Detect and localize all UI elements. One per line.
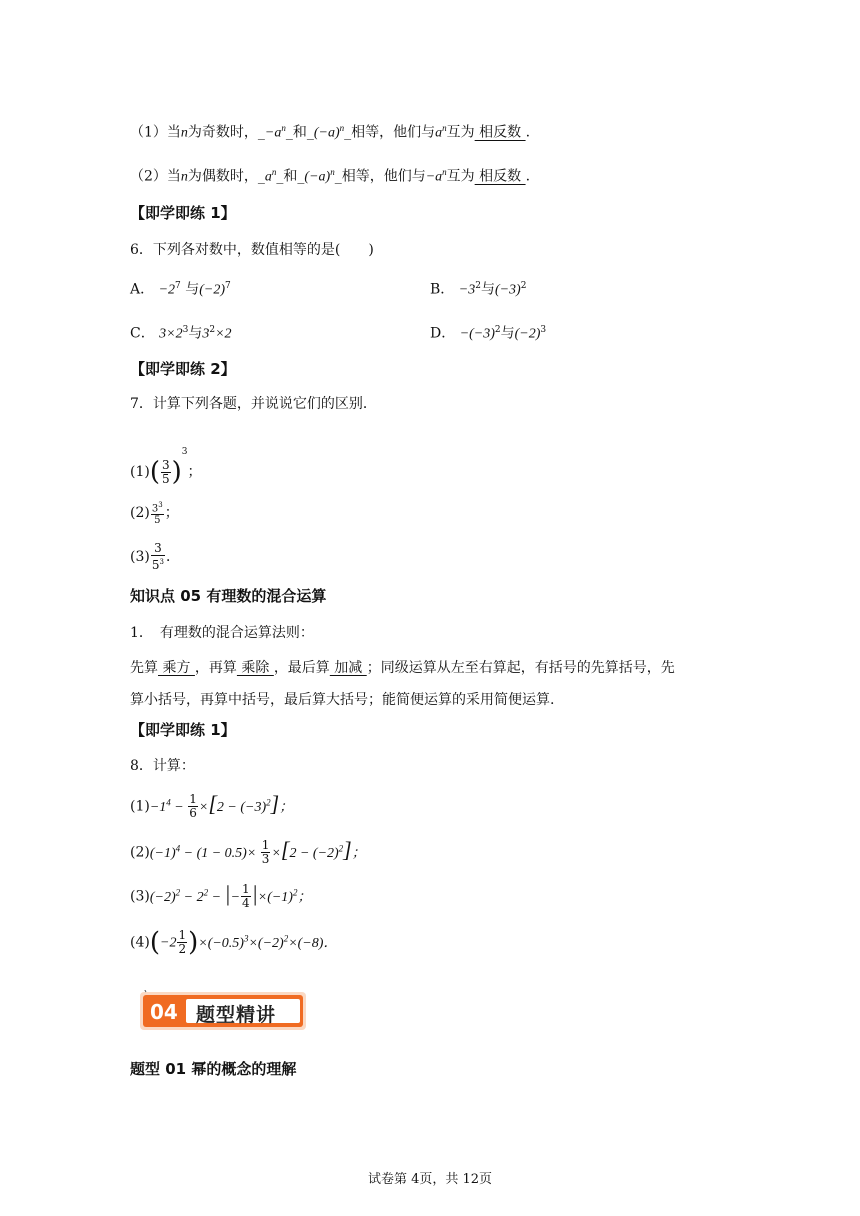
question-8-part-2 xyxy=(130,826,366,876)
denominator: 6 xyxy=(189,806,197,821)
option-label: B． xyxy=(430,281,455,298)
rule-text: （1）当 xyxy=(130,124,181,141)
part-label: (1) xyxy=(130,798,150,815)
rule-text: 互为 xyxy=(446,124,475,141)
exponent: 3 xyxy=(182,325,189,335)
math-expr: 3×2 xyxy=(159,326,183,342)
badge-number: 04 xyxy=(150,1000,178,1024)
question-7-part-2 xyxy=(130,493,179,533)
math-expr: $-1^4$ − xyxy=(149,797,188,815)
section-heading: 【即学即练 1】 xyxy=(130,204,236,222)
question-8-part-1 xyxy=(130,780,293,830)
numerator: 1 xyxy=(189,792,197,807)
exponent: n xyxy=(271,167,277,177)
rule-text: （2）当 xyxy=(130,168,181,185)
part-label: (2) xyxy=(130,505,150,521)
math-expr: (−2) xyxy=(514,326,541,342)
math-expr: (−3) xyxy=(494,282,521,298)
badge-title: 题型精讲 xyxy=(196,1004,277,1026)
part-end: ． xyxy=(165,549,180,565)
section-badge xyxy=(140,990,306,1032)
numerator xyxy=(151,500,164,515)
math-expr: ×2 xyxy=(215,326,232,342)
numerator: 3 xyxy=(151,542,165,556)
option-b[interactable] xyxy=(430,276,526,301)
exponent: n xyxy=(281,123,286,133)
exponent: 2 xyxy=(475,281,481,291)
exponent: 2 xyxy=(209,325,216,335)
math-expr: 3 xyxy=(202,326,210,342)
exponent: 3 xyxy=(158,500,163,509)
fraction xyxy=(151,500,164,526)
exponent: 2 xyxy=(520,281,527,291)
math-expr: −(−3) xyxy=(459,326,495,342)
answer-blank: 乘除 xyxy=(236,660,274,676)
option-label: D． xyxy=(430,325,456,342)
var-n: n xyxy=(180,125,188,141)
question-type-heading: 题型 01 幂的概念的理解 xyxy=(130,1060,297,1078)
math-expr: (−a) xyxy=(313,125,340,141)
exponent: n xyxy=(442,167,447,177)
denominator-base: 5 xyxy=(151,558,160,572)
exponent: 7 xyxy=(175,281,181,291)
option-a[interactable] xyxy=(130,276,231,301)
question-7-stem: 7．计算下列各题，并说说它们的区别． xyxy=(130,396,377,412)
part-label: (3) xyxy=(130,549,150,565)
option-c[interactable] xyxy=(130,320,232,345)
kp05-rule-line-2: 算小括号，再算中括号，最后算大括号；能简便运算的采用简便运算. xyxy=(130,692,555,708)
exponent: 3 xyxy=(540,325,547,335)
section-heading: 【即学即练 1】 xyxy=(130,721,236,739)
option-connector: 与 xyxy=(185,281,200,298)
part-label: (4) xyxy=(130,934,150,951)
fraction xyxy=(241,883,251,910)
fraction xyxy=(161,459,171,486)
exponent: n xyxy=(330,167,335,177)
option-label: A． xyxy=(130,281,155,298)
math-expr: (−2) xyxy=(199,282,225,298)
rule-text: _和_ xyxy=(285,124,314,141)
math-expr: −2 xyxy=(160,935,177,951)
var-a: a xyxy=(435,125,443,141)
option-connector: 与 xyxy=(500,325,515,342)
rule-text: 互为 xyxy=(446,168,475,185)
numerator: 1 xyxy=(178,928,187,943)
math-expr: $(-2)^2 - 2^2$ − |− xyxy=(149,880,241,906)
denominator: 4 xyxy=(242,896,250,911)
fraction xyxy=(151,542,165,572)
rule-end: . xyxy=(525,124,531,141)
math-expr: $\times[2 - (-3)^2]$； xyxy=(198,790,294,816)
question-8-part-3 xyxy=(130,870,311,920)
pin-icon xyxy=(143,990,152,992)
denominator: 3 xyxy=(261,852,270,867)
denominator: 2 xyxy=(178,942,187,957)
rule-text: _相等，他们与 xyxy=(344,124,436,141)
rule-text: _和_ xyxy=(276,168,305,185)
rule-text: 为偶数时，_ xyxy=(187,168,265,185)
rule-text: 先算 xyxy=(130,660,158,676)
section-heading: 【即学即练 2】 xyxy=(130,360,236,378)
math-expr: −a xyxy=(264,125,282,141)
part-end: ； xyxy=(164,505,179,521)
math-expr: (−a) xyxy=(304,169,331,185)
numerator: 1 xyxy=(242,882,250,897)
question-6-stem: 6．下列各对数中，数值相等的是( ) xyxy=(130,242,374,258)
kp05-item-1: 1． 有理数的混合运算法则： xyxy=(130,625,314,641)
fraction xyxy=(177,929,187,956)
question-8-stem: 8．计算： xyxy=(130,758,195,774)
math-expr: $\times[2 - (-2)^2]$； xyxy=(271,836,366,862)
knowledge-point-heading: 知识点 05 有理数的混合运算 xyxy=(130,587,327,605)
denominator xyxy=(151,556,165,572)
exponent: 3 xyxy=(159,558,164,566)
fraction xyxy=(188,793,198,820)
question-8-part-4 xyxy=(130,916,337,966)
part-label: (1) xyxy=(130,464,150,480)
page-footer: 试卷第 4页，共 12页 xyxy=(367,1172,493,1187)
kp05-rule-line-1 xyxy=(130,658,675,678)
exponent: 3 xyxy=(181,447,188,457)
rule-text: 为奇数时，_ xyxy=(187,124,265,141)
rule-end: . xyxy=(525,168,531,185)
rule-text: ，再算 xyxy=(194,660,237,676)
numerator-base: 3 xyxy=(151,503,159,515)
option-d[interactable] xyxy=(430,320,546,345)
rule-text: _相等，他们与 xyxy=(334,168,426,185)
part-label: (2) xyxy=(130,844,150,861)
paren: ( xyxy=(149,927,160,958)
math-expr: a xyxy=(264,169,272,185)
option-connector: 与 xyxy=(188,325,203,342)
part-label: (3) xyxy=(130,888,150,905)
exponent: n xyxy=(339,123,345,133)
math-expr: $\times(-0.5)^3\times(-2)^2\times(-8)$． xyxy=(198,933,338,951)
question-7-part-3 xyxy=(130,537,180,577)
numerator: 3 xyxy=(162,457,170,472)
exponent: 7 xyxy=(225,281,231,291)
answer-blank: 乘方 xyxy=(158,660,195,676)
rule-1 xyxy=(130,118,530,144)
rule-text: ，最后算 xyxy=(273,660,330,676)
part-end: ； xyxy=(187,464,202,480)
paren: ) xyxy=(188,927,199,958)
math-expr: $|\times(-1)^2$； xyxy=(251,880,312,906)
option-connector: 与 xyxy=(480,281,495,298)
denominator: 5 xyxy=(162,471,170,486)
paren: ( xyxy=(149,457,160,487)
answer-blank: 相反数 xyxy=(474,168,526,185)
answer-blank: 加减 xyxy=(329,660,367,676)
question-7-part-1 xyxy=(130,430,202,494)
answer-blank: 相反数 xyxy=(474,124,526,141)
paren: ) xyxy=(171,457,182,487)
rule-2 xyxy=(130,162,530,188)
var-n: n xyxy=(180,169,188,185)
exponent: n xyxy=(442,123,447,133)
numerator: 1 xyxy=(261,838,270,853)
math-expr: −3 xyxy=(458,282,476,298)
math-expr: $(-1)^4 - (1 - 0.5)\times$ xyxy=(149,843,260,861)
math-expr: −2 xyxy=(158,282,176,298)
fraction xyxy=(261,839,271,866)
rule-text: ；同级运算从左至右算起，有括号的先算括号，先 xyxy=(366,660,675,676)
var-a: −a xyxy=(425,169,443,185)
exponent: 2 xyxy=(494,325,501,335)
option-label: C． xyxy=(130,325,155,342)
denominator: 5 xyxy=(154,515,161,527)
